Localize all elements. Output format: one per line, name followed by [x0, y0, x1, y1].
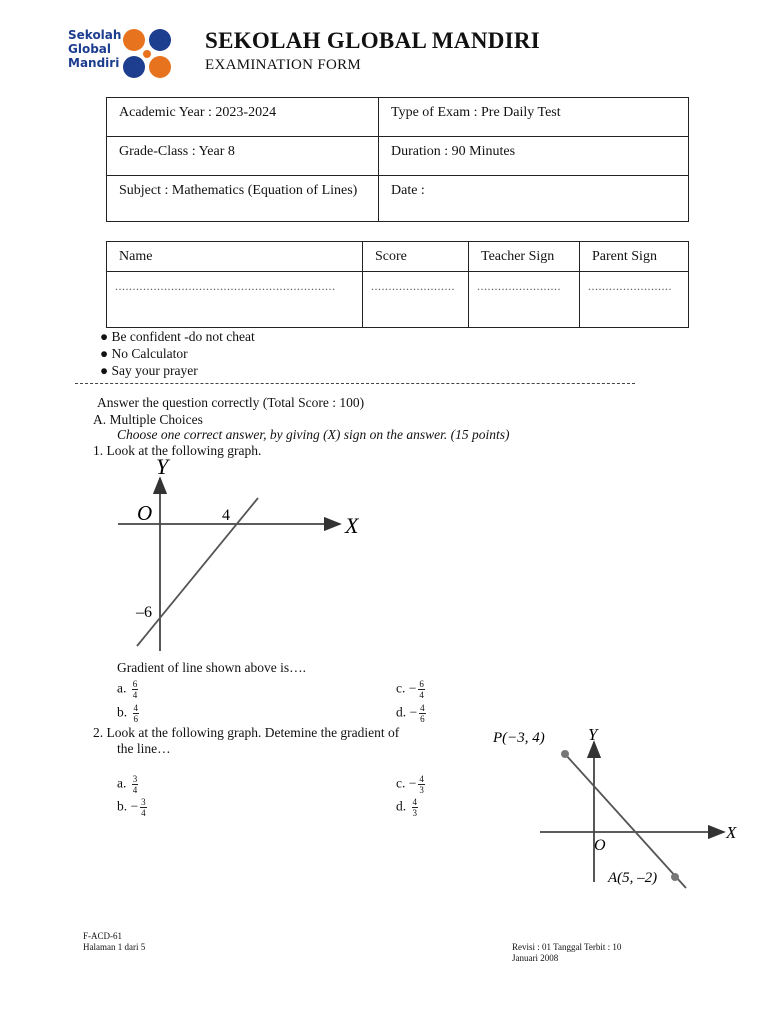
teacher-sign-field[interactable]: ........................: [469, 272, 580, 328]
score-field[interactable]: ........................: [363, 272, 469, 328]
instructions-main: Answer the question correctly (Total Score : 100): [97, 395, 365, 410]
duration-cell: Duration : 90 Minutes: [379, 137, 689, 176]
denominator: 3: [419, 785, 424, 795]
option-fraction: [133, 703, 140, 724]
x-axis-label: X: [726, 823, 737, 842]
exam-type-cell: Type of Exam : Pre Daily Test: [379, 98, 689, 137]
graph-line: [565, 754, 686, 888]
logo-word: Global: [68, 42, 112, 56]
teacher-sign-header: Teacher Sign: [469, 242, 580, 272]
point-a-label: A(5, –2): [608, 870, 658, 886]
option-d[interactable]: [396, 703, 426, 724]
numerator: 4: [419, 774, 424, 784]
table-row: [107, 176, 689, 222]
student-table: [106, 241, 689, 328]
denominator: 6: [420, 714, 425, 724]
option-sign: −: [408, 775, 417, 791]
numerator: 4: [420, 703, 425, 713]
option-letter: a.: [117, 680, 127, 696]
question-2-prompt: 2. Look at the following graph. Detemine the gradient of: [93, 725, 400, 740]
section-note: Choose one correct answer, by giving (X) sign on the answer. (15 points): [117, 427, 510, 442]
numerator: 6: [419, 679, 424, 689]
numerator: 4: [133, 703, 138, 713]
option-fraction: [418, 774, 425, 795]
option-d[interactable]: [396, 797, 418, 818]
academic-year-cell: Academic Year : 2023-2024: [107, 98, 379, 137]
parent-sign-field[interactable]: ........................: [580, 272, 689, 328]
table-row: [107, 98, 689, 137]
section-title: A. Multiple Choices: [93, 412, 203, 427]
name-field[interactable]: ...............................................................: [107, 272, 363, 328]
denominator: 4: [132, 690, 138, 700]
option-fraction: [418, 679, 425, 700]
option-letter: a.: [117, 775, 127, 791]
y-intercept-label: –6: [136, 604, 152, 621]
y-axis-label: Y: [588, 725, 598, 744]
y-axis-label: Y: [156, 456, 169, 479]
option-sign: −: [408, 680, 417, 696]
option-letter: d.: [396, 798, 407, 814]
denominator: 3: [412, 808, 417, 818]
denominator: 4: [132, 785, 138, 795]
parent-sign-header: Parent Sign: [580, 242, 689, 272]
option-letter: b.: [117, 704, 128, 720]
option-b[interactable]: [117, 703, 139, 724]
option-c[interactable]: [396, 774, 425, 795]
option-b[interactable]: [117, 797, 147, 818]
option-fraction: [412, 797, 419, 818]
rule-item: ● No Calculator: [100, 346, 188, 361]
question-2-graph: [488, 722, 750, 894]
logo-word: Sekolah: [68, 28, 122, 42]
logo-emblem-icon: [118, 26, 176, 82]
question-1-prompt: 1. Look at the following graph.: [93, 443, 262, 458]
table-row: [107, 272, 689, 328]
origin-label: O: [594, 837, 606, 854]
point-p: [561, 750, 569, 758]
option-fraction: [140, 797, 147, 818]
rule-item: ● Say your prayer: [100, 363, 198, 378]
question-1-graph: [110, 456, 380, 656]
option-a[interactable]: [117, 774, 138, 795]
denominator: 6: [133, 714, 138, 724]
logo-word: Mandiri: [68, 56, 120, 70]
option-letter: c.: [396, 680, 406, 696]
option-fraction: [132, 774, 139, 795]
table-row: [107, 137, 689, 176]
x-intercept-label: 4: [222, 507, 230, 524]
revision-info: Revisi : 01 Tanggal Terbit : 10: [512, 942, 622, 952]
score-header: Score: [363, 242, 469, 272]
denominator: 4: [141, 808, 146, 818]
graph-line: [137, 498, 258, 646]
option-letter: c.: [396, 775, 406, 791]
origin-label: O: [137, 501, 153, 525]
exam-info-table: [106, 97, 689, 222]
option-sign: −: [130, 798, 139, 814]
divider: [75, 383, 635, 384]
option-fraction: [419, 703, 426, 724]
question-1-text: Gradient of line shown above is….: [117, 660, 306, 675]
option-a[interactable]: [117, 679, 138, 700]
table-header-row: [107, 242, 689, 272]
school-logo: [66, 26, 178, 82]
x-axis-label: X: [345, 513, 359, 538]
revision-date: Januari 2008: [512, 953, 559, 963]
option-fraction: [132, 679, 139, 700]
numerator: 3: [132, 774, 138, 784]
page-number: Halaman 1 dari 5: [83, 942, 146, 952]
form-title: EXAMINATION FORM: [205, 57, 362, 73]
logo-wordmark: [68, 28, 121, 70]
numerator: 3: [141, 797, 146, 807]
subject-cell: Subject : Mathematics (Equation of Lines): [107, 176, 379, 222]
rule-item: ● Be confident -do not cheat: [100, 329, 255, 344]
point-p-label: P(−3, 4): [493, 730, 545, 746]
option-letter: d.: [396, 704, 407, 720]
name-header: Name: [107, 242, 363, 272]
option-sign: −: [409, 704, 418, 720]
grade-class-cell: Grade-Class : Year 8: [107, 137, 379, 176]
form-code: F-ACD-61: [83, 931, 123, 941]
question-2-prompt-cont: the line…: [117, 741, 171, 756]
date-cell: Date :: [379, 176, 689, 222]
option-c[interactable]: [396, 679, 425, 700]
numerator: 4: [412, 797, 417, 807]
denominator: 4: [419, 690, 424, 700]
point-a: [671, 873, 679, 881]
numerator: 6: [132, 679, 138, 689]
school-name: SEKOLAH GLOBAL MANDIRI: [205, 28, 541, 53]
option-letter: b.: [117, 798, 128, 814]
